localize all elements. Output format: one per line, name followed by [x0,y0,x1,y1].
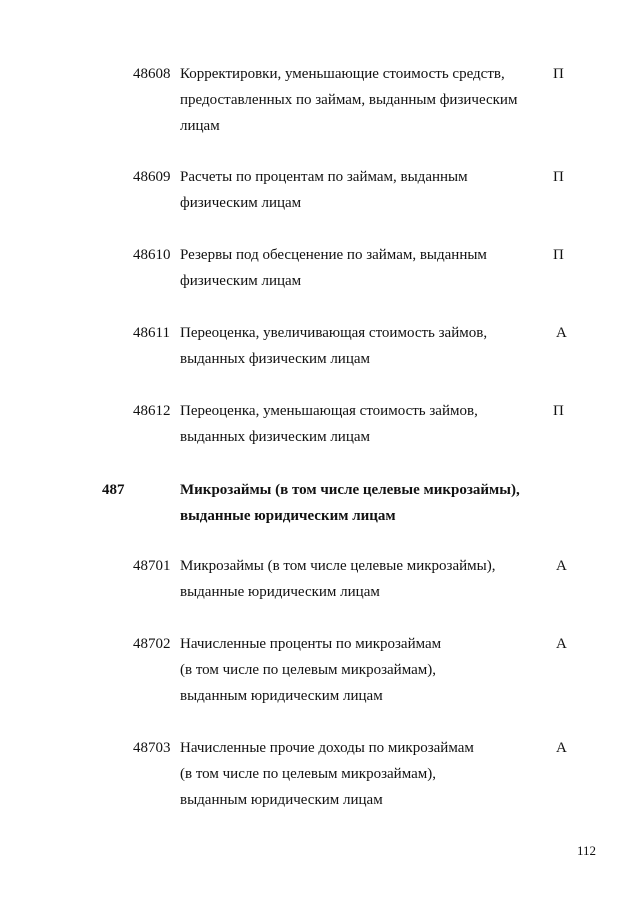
description-line: Переоценка, увеличивающая стоимость займов, [180,325,488,341]
description-line: выданные юридическим лицам [180,584,380,600]
account-type-mark: П [553,403,564,419]
account-type-mark: А [556,636,567,652]
account-code: 48608 [133,66,171,82]
description-line: Микрозаймы (в том числе целевые микрозаймы), [180,558,496,574]
description-line: (в том числе по целевым микрозаймам), [180,662,436,678]
description-line: Резервы под обесценение по займам, выданным [180,247,487,263]
account-code: 48611 [133,325,170,341]
description-line: Корректировки, уменьшающие стоимость средств, [180,66,505,82]
account-type-mark: П [553,66,564,82]
description-line: предоставленных по займам, выданным физическим [180,92,518,108]
description-line: выданным юридическим лицам [180,792,383,808]
description-line: лицам [180,118,220,134]
account-type-mark: А [556,558,567,574]
account-description [180,735,474,813]
account-type-mark: А [556,325,567,341]
account-description [180,553,495,605]
account-description [180,631,441,709]
description-line: Начисленные прочие доходы по микрозаймам [180,740,474,756]
description-line: (в том числе по целевым микрозаймам), [180,766,436,782]
page-number: 112 [577,843,597,858]
description-line: физическим лицам [180,273,302,289]
account-code: 48612 [133,403,171,419]
account-code: 48609 [133,169,171,185]
description-line: выданные юридическим лицам [180,508,396,524]
account-description [180,164,468,216]
account-type-mark: П [553,169,564,185]
account-description [180,398,478,450]
account-description [180,242,487,294]
description-line: Переоценка, уменьшающая стоимость займов, [180,403,478,419]
account-type-mark: А [556,740,567,756]
description-line: Расчеты по процентам по займам, выданным [180,169,468,185]
account-code: 48610 [133,247,171,263]
description-line: выданных физическим лицам [180,429,371,445]
description-line: выданных физическим лицам [180,351,371,367]
group-description [180,477,520,529]
account-code: 48703 [133,740,171,756]
description-line: физическим лицам [180,195,302,211]
description-line: выданным юридическим лицам [180,688,383,704]
description-line: Микрозаймы (в том числе целевые микрозаймы), [180,482,520,498]
account-code: 48702 [133,636,171,652]
account-description [180,61,517,139]
account-type-mark: П [553,247,564,263]
account-description [180,320,487,372]
description-line: Начисленные проценты по микрозаймам [180,636,442,652]
account-code: 48701 [133,558,171,574]
group-code: 487 [102,482,125,498]
